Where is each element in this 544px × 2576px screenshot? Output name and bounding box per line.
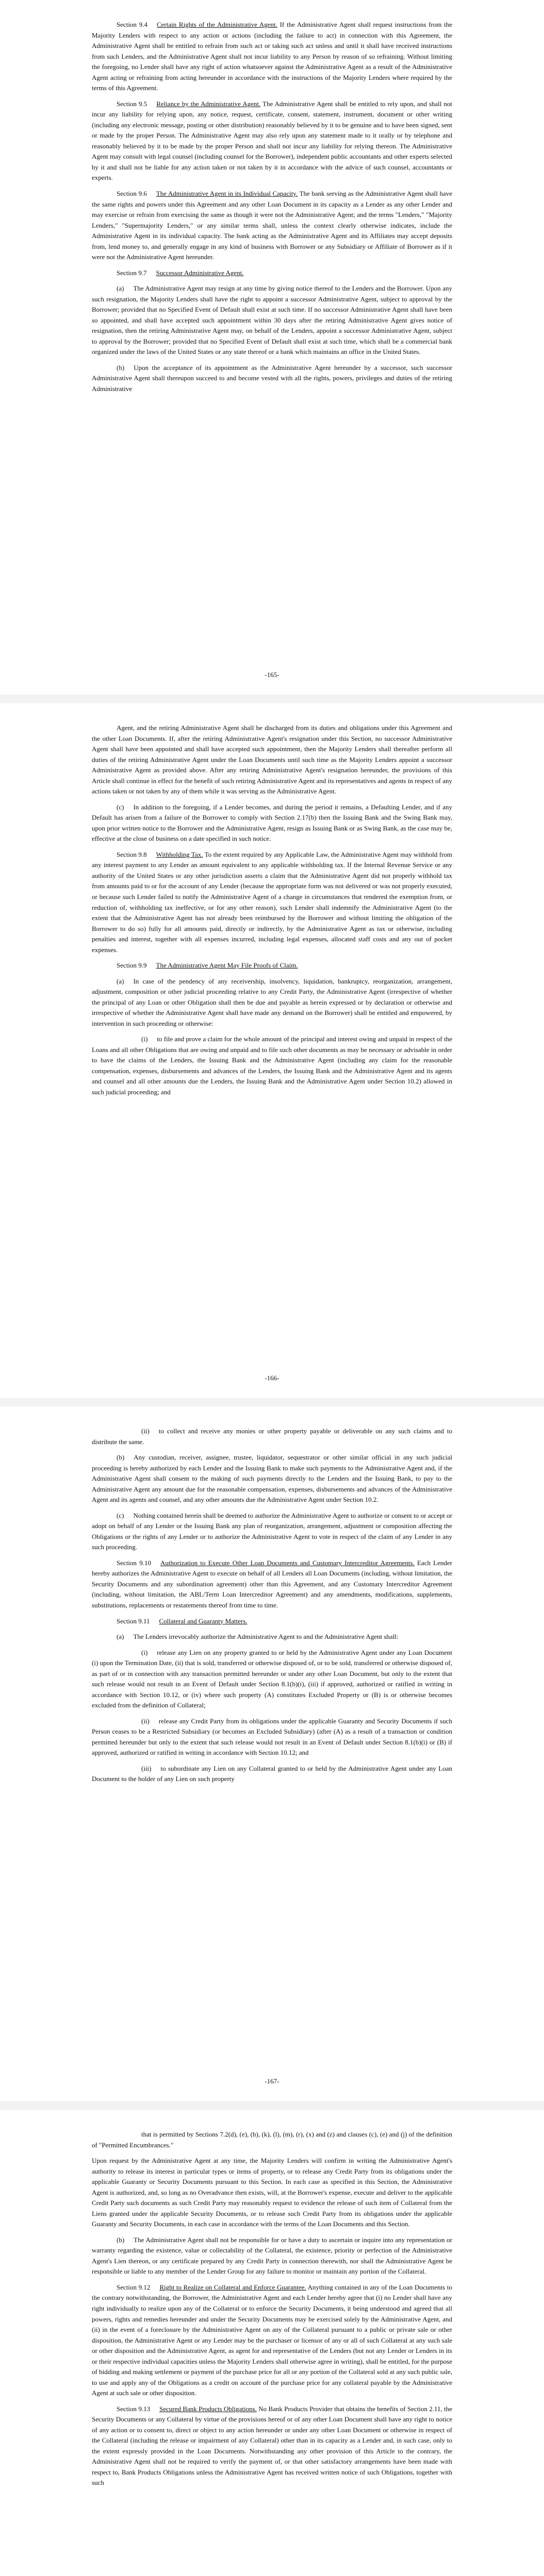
paragraph-text: The Lenders irrevocably authorize the Administrative Agent to and the Administrative Agent shall:: [133, 1633, 399, 1641]
paragraph: [92, 1716, 452, 1758]
page-number: -165-: [265, 671, 279, 679]
paragraph-text: Upon the acceptance of its appointment as the Administrative Agent hereunder by a successor, such successor Administrative Agent shall thereupon succeed to and become vested with all the rights, powers, privileges and duties of the retiring Administrative: [92, 363, 452, 393]
section-number: (i): [141, 1035, 148, 1043]
paragraph-text: that is permitted by Sections 7.2(d), (e), (h), (k), (l), (m), (r), (x) and (z) and clauses (c), (e) and (j) of the definition of "Permitted Encumbrances.": [92, 2130, 452, 2149]
paragraph: [92, 2282, 452, 2399]
paragraph: [92, 2404, 452, 2488]
paragraph: [92, 1034, 452, 1097]
paragraph: [92, 976, 452, 1029]
section-heading: Certain Rights of the Administrative Agent.: [156, 21, 277, 28]
paragraph-text: Agent, and the retiring Administrative Agent shall be discharged from its duties and obligations under this Agreement and the other Loan Documents. If, after the retiring Administrative Agent's resignation under this Section, no successor Administrative Agent shall have been appointed and shall have accepted such appointment, then the Majority Lenders shall thereafter perform all duties of the retiring Administrative Agent under the Loan Documents until such time as the Majority Lenders appoint a successor Administrative Agent as provided above. After any retiring Administrative Agent's resignation hereunder, the provisions of this Article shall continue in effect for the benefit of such retiring Administrative Agent and its representatives and agents in respect of any actions taken or not taken by any of them while it was serving as the Administrative Agent.: [92, 724, 453, 795]
section-heading: Successor Administrative Agent.: [156, 268, 244, 277]
paragraph: [92, 1511, 452, 1553]
section-heading: The Administrative Agent in its Individual Capacity.: [156, 189, 298, 197]
paragraph-text: Upon request by the Administrative Agent at any time, the Majority Lenders will confirm in writing the Administrative Agent's authority to release its interest in particular types or items of property, or to release any Credit Party from its obligations under the applicable Guaranty or Security Documents pursuant to this Section. In each case as specified in this Section, the Administrative Agent is authorized, and, so long as no Overadvance then exists, will, at the Borrower's expense, execute and deliver to the applicable Credit Party such documents as such Credit Party may reasonably request to evidence the release of such item of Collateral from the Liens granted under the applicable Security Documents, or to release such Credit Party from its obligations under the applicable Guaranty and Security Documents, in each case in accordance with the terms of the Loan Documents and this Section.: [92, 2157, 452, 2228]
paragraph: [92, 1764, 452, 1785]
section-number: Section 9.7: [117, 268, 147, 277]
section-heading: Secured Bank Products Obligations.: [159, 2404, 257, 2413]
section-number: (b): [117, 1453, 125, 1462]
page-number: -167-: [265, 2077, 279, 2085]
paragraph-text: The bank serving as the Administrative Agent shall have the same rights and powers under this Agreement and any other Loan Document in its capacity as a Lender as any other Lender and may exercise or refrain from exercising the same as though it were not the Administrative Agent; and the terms "Lenders," "Majority Lenders," "Supermajority Lenders," or any similar terms shall, unless the context clearly otherwise indicates, include the Administrative Agent in its individual capacity. The bank acting as the Administrative Agent and its Affiliates may accept deposits from, lend money to, and generally engage in any kind of business with Borrower or any Subsidiary or Affiliate of Borrower as if it were not the Administrative Agent hereunder.: [92, 189, 452, 261]
section-number: (a): [117, 1633, 124, 1641]
paragraph-text: to collect and receive any monies or other property payable or deliverable on any such claims and to distribute the same.: [92, 1427, 452, 1446]
section-number: Section 9.4: [117, 21, 147, 28]
paragraph-text: Any custodian, receiver, assignee, trustee, liquidator, sequestrator or other similar official in any such judicial proceeding is hereby authorized by each Lender and the Issuing Bank to make such payments to the Administrative Agent and, if the Administrative Agent shall consent to the making of such payments directly to the Lenders and the Issuing Bank, to pay to the Administrative Agent any amount due for the reasonable compensation, expenses, disbursements and advances of the Administrative Agent and its agents and counsel, and any other amounts due the Administrative Agent under Section 10.2.: [92, 1453, 452, 1504]
section-number: (c): [117, 803, 124, 811]
section-heading: Authorization to Execute Other Loan Documents and Customary Intercreditor Agreements.: [160, 1558, 415, 1567]
section-heading: Reliance by the Administrative Agent.: [156, 99, 261, 108]
paragraph: [92, 960, 452, 971]
paragraph-text: release any Lien on any property granted to or held by the Administrative Agent under any Loan Document (i) upon the Termination Date, (ii) that is sold, transferred or otherwise disposed of, or to be sold, transferred or otherwise disposed of, as part of or in connection with any transaction permitted hereunder or under any other Loan Document, but only to the extent that such release would not result in an Event of Default under Section 8.1(b)(i), (iii) if approved, authorized or ratified in writing in accordance with Section 10.12, or (iv) where such property (A) constitutes Excluded Property or (B) is or otherwise becomes excluded from the definition of Collateral;: [92, 1648, 452, 1709]
paragraph: [92, 2235, 452, 2277]
paragraph-text: release any Credit Party from its obligations under the applicable Guaranty and Security Documents if such Person ceases to be a Restricted Subsidiary (or becomes an Excluded Subsidiary) (after (A) as a result of a transaction or condition permitted hereunder but only to the extent that such release would not result in an Event of Default under Section 8.1(b)(i) or (B) if approved, authorized or ratified in writing in accordance with Section 10.12; and: [92, 1717, 452, 1757]
paragraph-text: Each Lender hereby authorizes the Administrative Agent to execute on behalf of all Lenders all Loan Documents (including, without limitation, the Security Documents and any subordination agreement) other than this Agreement, and any Customary Intercreditor Agreement (including, without limitation, the ABL/Term Loan Intercreditor Agreement) and any amendments, modifications, supplements, substitutions, replacements or restatements thereof from time to time.: [92, 1558, 452, 1609]
paragraph: [92, 2156, 452, 2230]
section-number: (ii): [141, 1427, 150, 1435]
paragraph: [92, 1616, 452, 1627]
section-number: (a): [117, 284, 124, 293]
paragraph: [92, 189, 452, 263]
document-page: [0, 703, 544, 1398]
paragraph-text: No Bank Products Provider that obtains the benefits of Section 2.11, the Security Documents or any Collateral by virtue of the provisions hereof or of any other Loan Document shall have any right to notice of any action or to consent to, direct or object to any action hereunder or under any other Loan Document or otherwise in respect of the Collateral (including the release or impairment of any Collateral) other than in its capacity as a Lender and, in such case, only to the extent expressly provided in the Loan Documents. Notwithstanding any other provision of this Article to the contrary, the Administrative Agent shall not be required to verify the payment of, or that other satisfactory arrangements have been made with respect to, Bank Products Obligations unless the Administrative Agent has received written notice of such Obligations, together with such: [92, 2404, 453, 2487]
paragraph: [92, 802, 452, 844]
paragraph: [92, 1426, 452, 1447]
paragraph: [92, 850, 452, 955]
paragraph-text: The Administrative Agent shall be entitled to rely upon, and shall not incur any liability for relying upon, any notice, request, certificate, consent, statement, instrument, document or other writing (including any electronic message, posting or other distribution) reasonably believed by it to be genuine and to have been signed, sent or made by the proper Person. The Administrative Agent may also rely upon any statement made to it orally or by telephone and reasonably believed by it to be made by the proper Person and shall not incur any liability for relying thereon. The Administrative Agent may consult with legal counsel (including counsel for the Borrower), independent public accountants and other experts selected by it and shall not be liable for any action taken or not taken by it in accordance with the advice of such counsel, accountants or experts.: [92, 99, 453, 182]
paragraph: [92, 20, 452, 94]
paragraph-text: To the extent required by any Applicable Law, the Administrative Agent may withhold from any interest payment to any Lender an amount equivalent to any applicable withholding tax. If the Internal Revenue Service or any authority of the United States or any other jurisdiction asserts a claim that the Administrative Agent did not properly withhold tax from amounts paid to or for the account of any Lender (because the appropriate form was not delivered or was not properly executed, or because such Lender failed to notify the Administrative Agent of a change in circumstances that rendered the exemption from, or reduction of, withholding tax ineffective, or for any other reason), such Lender shall indemnify the Administrative Agent (to the extent that the Administrative Agent has not already been reimbursed by the Borrower and without limiting the obligation of the Borrower to do so) fully for all amounts paid, directly or indirectly, by the Administrative Agent as tax or otherwise, including penalties and interest, together with all expenses incurred, including legal expenses, allocated staff costs and any out of pocket expenses.: [92, 850, 453, 954]
page-number: -166-: [265, 1374, 279, 1382]
paragraph-text: Nothing contained herein shall be deemed to authorize the Administrative Agent to authorize or consent to or accept or adopt on behalf of any Lender or the Issuing Bank any plan of reorganization, arrangement, adjustment or composition affecting the Obligations or the rights of any Lender or to authorize the Administrative Agent to vote in respect of the claim of any Lender in any such proceeding.: [92, 1511, 452, 1551]
section-number: Section 9.13: [117, 2404, 151, 2413]
document-page: [0, 1406, 544, 2101]
paragraph: [92, 1648, 452, 1711]
paragraph-text: In case of the pendency of any receivership, insolvency, liquidation, bankruptcy, reorganization, arrangement, adjustment, composition or other judicial proceeding relative to any Credit Party, the Administrative Agent (irrespective of whether the principal of any Loan or other Obligation shall then be due and payable as herein expressed or by declaration or otherwise and irrespective of whether the Administrative Agent shall have made any demand on the Borrower) shall be entitled and empowered, by intervention in such proceeding or otherwise:: [92, 977, 452, 1027]
paragraph-text: The Administrative Agent shall not be responsible for or have a duty to ascertain or inquire into any representation or warranty regarding the existence, value or collectability of the Collateral, the existence, priority or perfection of the Administrative Agent's Lien thereon, or any certificate prepared by any Credit Party in connection therewith, nor shall the Administrative Agent be responsible or liable to any member of the Lender Group for any failure to monitor or maintain any portion of the Collateral.: [92, 2235, 452, 2276]
document-page: [0, 2110, 544, 2576]
section-number: Section 9.8: [117, 850, 147, 858]
paragraph-text: to file and prove a claim for the whole amount of the principal and interest owing and unpaid in respect of the Loans and all other Obligations that are owing and unpaid and to file such other documents as may be necessary or advisable in order to have the claims of the Lenders, the Issuing Bank and the Administrative Agent (including any claim for the reasonable compensation, expenses, disbursements and advances of the Lenders, the Issuing Bank and the Administrative Agent and its agents and counsel and all other amounts due the Lenders, the Issuing Bank and the Administrative Agent under Section 10.2) allowed in such judicial proceeding; and: [92, 1035, 452, 1096]
section-number: (iii): [141, 1764, 152, 1772]
section-heading: The Administrative Agent May File Proofs of Claim.: [156, 961, 298, 970]
paragraph: [92, 1558, 452, 1611]
section-number: Section 9.12: [117, 2283, 151, 2291]
paragraph-text: In addition to the foregoing, if a Lender becomes, and during the period it remains, a Defaulting Lender, and if any Default has arisen from a failure of the Borrower to comply with Section 2.17(b) then the Issuing Bank and the Swing Bank may, upon prior written notice to the Borrower and the Administrative Agent, resign as Issuing Bank or as Swing Bank, as the case may be, effective at the close of business on a date specified in such notice.: [92, 803, 452, 843]
section-number: (c): [117, 1511, 124, 1519]
section-number: Section 9.10: [117, 1558, 151, 1567]
paragraph-text: Anything contained in any of the Loan Documents to the contrary notwithstanding, the Borrower, the Administrative Agent and each Lender hereby agree that (i) no Lender shall have any right individually to realize upon any of the Collateral or to enforce the Security Documents, it being understood and agreed that all powers, rights and remedies hereunder and under the Security Documents may be exercised solely by the Administrative Agent, and (ii) in the event of a foreclosure by the Administrative Agent on any of the Collateral pursuant to a public or private sale or other disposition, the Administrative Agent or any Lender may be the purchaser or licensor of any or all of such Collateral at any such sale or other disposition and the Administrative Agent, as agent for and representative of the Lenders (but not any Lender or Lenders in its or their respective individual capacities unless the Majority Lenders shall otherwise agree in writing), shall be entitled, for the purpose of bidding and making settlement or payment of the purchase price for all or any portion of the Collateral sold at any such public sale, to use and apply any of the Obligations as a credit on account of the purchase price for any collateral payable by the Administrative Agent at such sale or other disposition.: [92, 2283, 452, 2397]
section-number: Section 9.11: [117, 1617, 150, 1625]
section-number: (b): [117, 2235, 125, 2244]
paragraph: [92, 283, 452, 358]
paragraph: [92, 99, 452, 183]
section-heading: Right to Realize on Collateral and Enforce Guarantee.: [159, 2283, 306, 2291]
section-number: (b): [117, 363, 125, 371]
section-heading: Collateral and Guaranty Matters.: [159, 1617, 248, 1625]
paragraph-text: The Administrative Agent may resign at any time by giving notice thereof to the Lenders and the Borrower. Upon any such resignation, the Majority Lenders shall have the right to appoint a successor Administrative Agent, subject to approval by the Borrower; provided that no Specified Event of Default shall exist at such time. If no successor Administrative Agent shall have been so appointed, and shall have accepted such appointment within 30 days after the retiring Administrative Agent gives notice of resignation, then the retiring Administrative Agent may, on behalf of the Lenders, appoint a successor Administrative Agent, subject to approval by the Borrower; provided that no Specified Event of Default shall exist at such time, which shall be a commercial bank organized under the laws of the United States or any state thereof or a bank which maintains an office in the United States.: [92, 284, 452, 356]
paragraph: [92, 723, 452, 797]
paragraph: [92, 268, 452, 279]
section-number: Section 9.9: [117, 961, 147, 970]
paragraph: [92, 1452, 452, 1505]
paragraph: [92, 1632, 452, 1642]
paragraph-text: to subordinate any Lien on any Collateral granted to or held by the Administrative Agent under any Loan Document to the holder of any Lien on such property: [92, 1764, 452, 1783]
paragraph: [92, 2129, 452, 2150]
paragraph-text: If the Administrative Agent shall request instructions from the Majority Lenders with respect to any action or actions (including the failure to act) in connection with this Agreement, the Administrative Agent shall be entitled to refrain from such act or taking such act unless and until it shall have received instructions from such Lenders, and the Administrative Agent shall not incur liability to any Person by reason of so refraining. Without limiting the foregoing, no Lender shall have any right of action whatsoever against the Administrative Agent as a result of the Administrative Agent acting or refraining from acting hereunder in accordance with the instructions of the Majority Lenders where required by the terms of this Agreement.: [92, 21, 453, 92]
paragraph: [92, 363, 452, 395]
section-number: (i): [141, 1648, 148, 1656]
document-page: [0, 0, 544, 694]
section-number: Section 9.5: [117, 99, 147, 108]
section-number: (a): [117, 977, 124, 985]
section-number: (ii): [141, 1717, 150, 1725]
section-number: Section 9.6: [117, 189, 147, 197]
section-heading: Withholding Tax.: [156, 850, 203, 858]
